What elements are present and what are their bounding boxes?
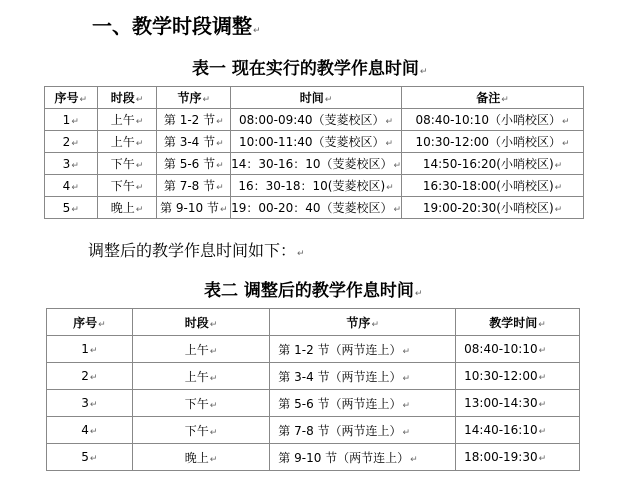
table-cell: 3↵ xyxy=(45,153,98,175)
table-cell: 16：30-18：10(芰菱校区)↵ xyxy=(231,175,402,197)
table-row xyxy=(47,417,580,444)
table-cell: 下午↵ xyxy=(97,153,157,175)
table-cell: 第 3-4 节↵ xyxy=(157,131,231,153)
col-header: 节序↵ xyxy=(157,87,231,109)
table-cell: 下午↵ xyxy=(97,175,157,197)
table-cell: 5↵ xyxy=(47,444,133,471)
col-header: 时段↵ xyxy=(97,87,157,109)
table-cell: 上午↵ xyxy=(97,109,157,131)
table-row xyxy=(45,131,584,153)
table-cell: 3↵ xyxy=(47,390,133,417)
table2-caption: 表二 调整后的教学作息时间↵ xyxy=(204,281,423,301)
table-cell: 4↵ xyxy=(45,175,98,197)
table-cell: 14：30-16：10（芰菱校区）↵ xyxy=(231,153,402,175)
table-cell: 第 5-6 节↵ xyxy=(157,153,231,175)
adjusted-schedule-table xyxy=(46,308,580,471)
table-cell: 18:00-19:30↵ xyxy=(456,444,580,471)
table-cell: 上午↵ xyxy=(132,363,270,390)
table-cell: 2↵ xyxy=(45,131,98,153)
section-heading: 一、教学时段调整↵ xyxy=(92,14,261,38)
table-cell: 10:30-12:00↵ xyxy=(456,363,580,390)
table-cell: 第 9-10 节↵ xyxy=(157,197,231,219)
col-header: 时间↵ xyxy=(231,87,402,109)
table-header-row xyxy=(47,309,580,336)
table-header-row xyxy=(45,87,584,109)
table-row xyxy=(45,153,584,175)
intro-text: 调整后的教学作息时间如下：↵ xyxy=(88,241,305,260)
current-schedule-table xyxy=(44,86,584,219)
col-header: 节序↵ xyxy=(270,309,456,336)
table-row xyxy=(47,390,580,417)
table-cell: 第 9-10 节（两节连上）↵ xyxy=(270,444,456,471)
table-cell: 08:40-10:10↵ xyxy=(456,336,580,363)
table-cell: 下午↵ xyxy=(132,417,270,444)
col-header: 序号↵ xyxy=(47,309,133,336)
table-cell: 2↵ xyxy=(47,363,133,390)
table-row xyxy=(45,197,584,219)
table-cell: 10:00-11:40（芰菱校区）↵ xyxy=(231,131,402,153)
table-cell: 13:00-14:30↵ xyxy=(456,390,580,417)
table-cell: 08:00-09:40（芰菱校区）↵ xyxy=(231,109,402,131)
table-row xyxy=(47,336,580,363)
table-cell: 14:40-16:10↵ xyxy=(456,417,580,444)
table-cell: 1↵ xyxy=(47,336,133,363)
table-cell: 第 5-6 节（两节连上）↵ xyxy=(270,390,456,417)
table-cell: 19:00-20:30(小哨校区)↵ xyxy=(402,197,584,219)
table-cell: 5↵ xyxy=(45,197,98,219)
table-cell: 晚上↵ xyxy=(132,444,270,471)
table-cell: 16:30-18:00(小哨校区)↵ xyxy=(402,175,584,197)
table-cell: 下午↵ xyxy=(132,390,270,417)
table-cell: 08:40-10:10（小哨校区）↵ xyxy=(402,109,584,131)
table-cell: 上午↵ xyxy=(97,131,157,153)
col-header: 序号↵ xyxy=(45,87,98,109)
table-row xyxy=(45,175,584,197)
table-row xyxy=(47,363,580,390)
table-row xyxy=(47,444,580,471)
table-cell: 19：00-20：40（芰菱校区）↵ xyxy=(231,197,402,219)
table-cell: 第 1-2 节↵ xyxy=(157,109,231,131)
table-cell: 晚上↵ xyxy=(97,197,157,219)
table-cell: 第 3-4 节（两节连上）↵ xyxy=(270,363,456,390)
table-cell: 4↵ xyxy=(47,417,133,444)
table-cell: 10:30-12:00（小哨校区）↵ xyxy=(402,131,584,153)
table-cell: 1↵ xyxy=(45,109,98,131)
table-cell: 14:50-16:20(小哨校区)↵ xyxy=(402,153,584,175)
table-cell: 第 7-8 节（两节连上）↵ xyxy=(270,417,456,444)
table1-caption: 表一 现在实行的教学作息时间↵ xyxy=(192,59,428,79)
table-row xyxy=(45,109,584,131)
col-header: 教学时间↵ xyxy=(456,309,580,336)
col-header: 时段↵ xyxy=(132,309,270,336)
table-cell: 第 7-8 节↵ xyxy=(157,175,231,197)
col-header: 备注↵ xyxy=(402,87,584,109)
table-cell: 上午↵ xyxy=(132,336,270,363)
table-cell: 第 1-2 节（两节连上）↵ xyxy=(270,336,456,363)
